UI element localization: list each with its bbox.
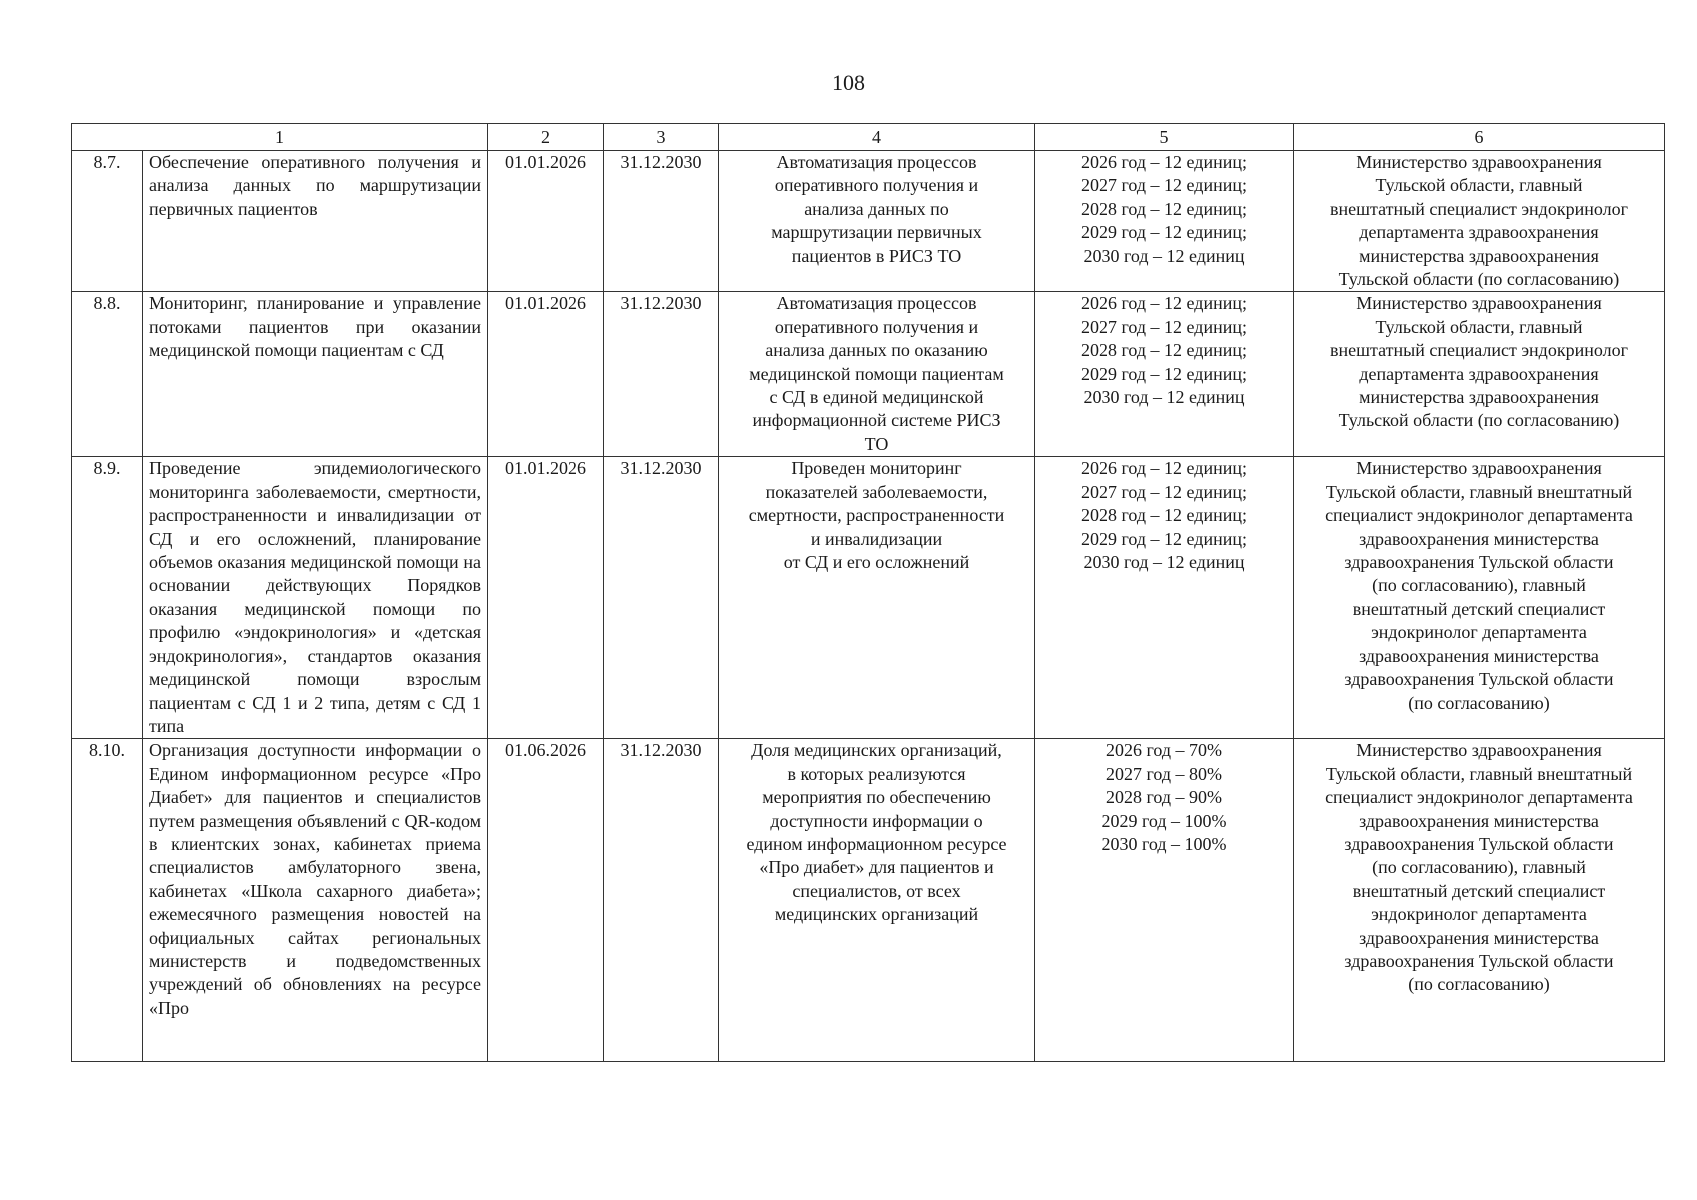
responsible-party: Министерство здравоохранения Тульской области, главный внештатный специалист эндокринолог департамента здравоохранения министерства здравоохранения Тульской области (по согласованию): [1294, 151, 1665, 292]
column-header-6: 6: [1294, 124, 1665, 151]
table-row: [72, 457, 1665, 739]
item-number: 8.7.: [72, 151, 143, 292]
measures-table: [71, 123, 1665, 1062]
page-number: 108: [832, 70, 865, 95]
start-date: 01.01.2026: [488, 457, 604, 739]
end-date: 31.12.2030: [604, 457, 719, 739]
indicator-values: 2026 год – 12 единиц; 2027 год – 12 единиц; 2028 год – 12 единиц; 2029 год – 12 единиц; 2030 год – 12 единиц: [1035, 151, 1294, 292]
end-date: 31.12.2030: [604, 292, 719, 457]
item-number: 8.8.: [72, 292, 143, 457]
indicator-values: 2026 год – 70% 2027 год – 80% 2028 год – 90% 2029 год – 100% 2030 год – 100%: [1035, 739, 1294, 1062]
column-header-2: 2: [488, 124, 604, 151]
measure-name: Проведение эпидемиологического мониторинга заболеваемости, смертности, распространенности и инвалидизации от СД и его осложнений, планирование объемов оказания медицинской помощи на основании действующих Порядков оказания медицинской помощи по профилю «эндокринология» и «детская эндокринология», стандартов оказания медицинской помощи взрослым пациентам с СД 1 и 2 типа, детям с СД 1 типа: [143, 457, 488, 739]
table-row: [72, 151, 1665, 292]
column-header-3: 3: [604, 124, 719, 151]
responsible-party: Министерство здравоохранения Тульской области, главный внештатный специалист эндокринолог департамента здравоохранения министерства здравоохранения Тульской области (по согласованию), главный внештатный детский специалист эндокринолог департамента здравоохранения министерства здравоохранения Тульской области (по согласованию): [1294, 739, 1665, 1062]
expected-result: Доля медицинских организаций, в которых реализуются мероприятия по обеспечению доступности информации о едином информационном ресурсе «Про диабет» для пациентов и специалистов, от всех медицинских организаций: [719, 739, 1035, 1062]
responsible-party: Министерство здравоохранения Тульской области, главный внештатный специалист эндокринолог департамента здравоохранения министерства здравоохранения Тульской области (по согласованию), главный внештатный детский специалист эндокринолог департамента здравоохранения министерства здравоохранения Тульской области (по согласованию): [1294, 457, 1665, 739]
expected-result: Автоматизация процессов оперативного получения и анализа данных по маршрутизации первичных пациентов в РИСЗ ТО: [719, 151, 1035, 292]
start-date: 01.01.2026: [488, 151, 604, 292]
column-header-4: 4: [719, 124, 1035, 151]
item-number: 8.9.: [72, 457, 143, 739]
indicator-values: 2026 год – 12 единиц; 2027 год – 12 единиц; 2028 год – 12 единиц; 2029 год – 12 единиц; 2030 год – 12 единиц: [1035, 457, 1294, 739]
column-header-1: 1: [72, 124, 488, 151]
indicator-values: 2026 год – 12 единиц; 2027 год – 12 единиц; 2028 год – 12 единиц; 2029 год – 12 единиц; 2030 год – 12 единиц: [1035, 292, 1294, 457]
table-row: [72, 739, 1665, 1062]
end-date: 31.12.2030: [604, 739, 719, 1062]
measure-name: Обеспечение оперативного получения и анализа данных по маршрутизации первичных пациентов: [143, 151, 488, 292]
expected-result: Автоматизация процессов оперативного получения и анализа данных по оказанию медицинской помощи пациентам с СД в единой медицинской информационной системе РИСЗ ТО: [719, 292, 1035, 457]
measure-name: Мониторинг, планирование и управление потоками пациентов при оказании медицинской помощи пациентам с СД: [143, 292, 488, 457]
end-date: 31.12.2030: [604, 151, 719, 292]
expected-result: Проведен мониторинг показателей заболеваемости, смертности, распространенности и инвалидизации от СД и его осложнений: [719, 457, 1035, 739]
start-date: 01.06.2026: [488, 739, 604, 1062]
table-header-row: [72, 124, 1665, 151]
table-row: [72, 292, 1665, 457]
responsible-party: Министерство здравоохранения Тульской области, главный внештатный специалист эндокринолог департамента здравоохранения министерства здравоохранения Тульской области (по согласованию): [1294, 292, 1665, 457]
measure-name: Организация доступности информации о Едином информационном ресурсе «Про Диабет» для пациентов и специалистов путем размещения объявлений с QR-кодом в клиентских зонах, кабинетах приема специалистов амбулаторного звена, кабинетах «Школа сахарного диабета»; ежемесячного размещения новостей на официальных сайтах региональных министерств и подведомственных учреждений об обновлениях на ресурсе «Про: [143, 739, 488, 1062]
item-number: 8.10.: [72, 739, 143, 1062]
start-date: 01.01.2026: [488, 292, 604, 457]
column-header-5: 5: [1035, 124, 1294, 151]
